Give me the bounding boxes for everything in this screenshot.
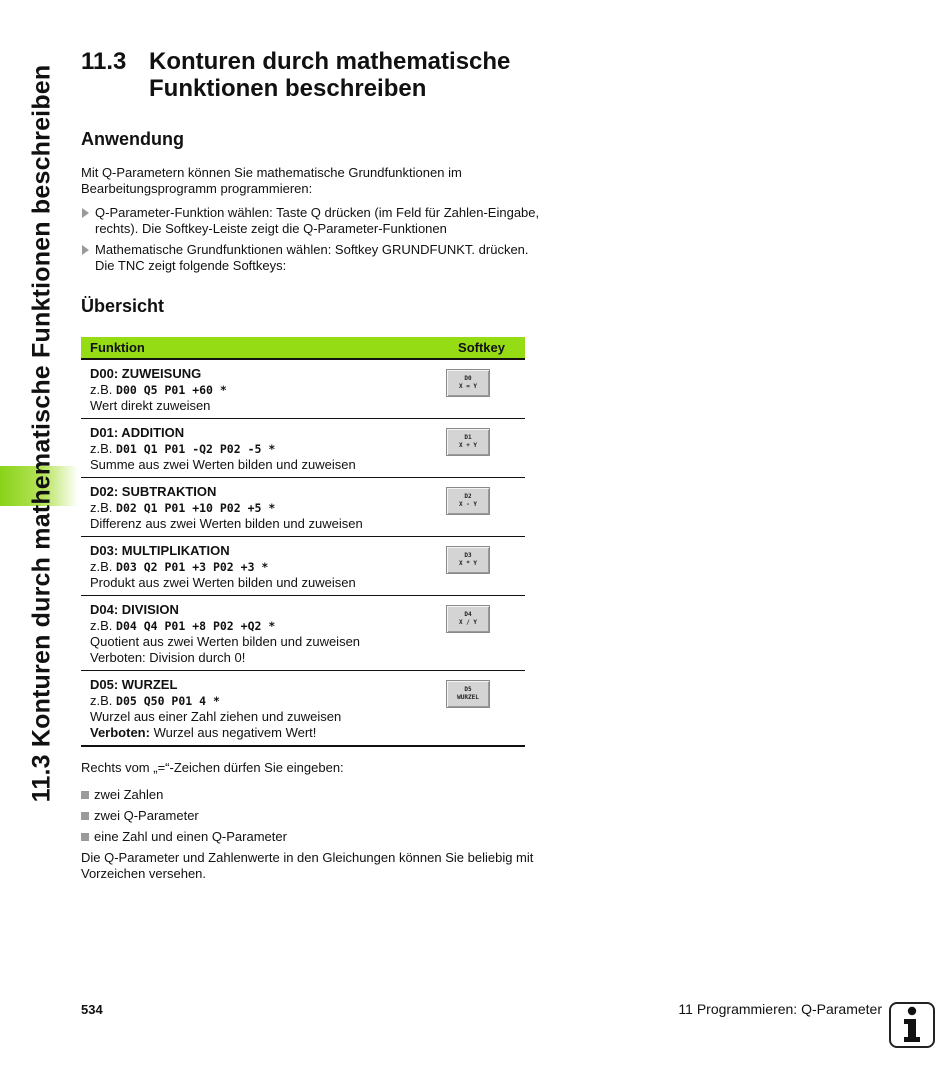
table-row: [81, 419, 525, 478]
restriction-text: Wurzel aus negativem Wert!: [149, 725, 317, 740]
softkey-bottom-label: WURZEL: [457, 694, 479, 701]
softkey-top-label: D0: [464, 375, 472, 382]
example-code: D00 Q5 P01 +60 *: [116, 383, 227, 397]
softkey-d4-button[interactable]: [446, 605, 490, 633]
function-cell: [81, 596, 427, 671]
square-bullet-icon: [81, 812, 89, 820]
function-cell: [81, 359, 427, 419]
function-table: [81, 337, 525, 747]
function-description: Summe aus zwei Werten bilden und zuweisen: [90, 457, 356, 472]
option-text: zwei Zahlen: [94, 787, 164, 802]
table-row: [81, 478, 525, 537]
table-row: [81, 359, 525, 419]
softkey-cell: [427, 596, 525, 671]
example-code: D01 Q1 P01 -Q2 P02 -5 *: [116, 442, 276, 456]
table-header-row: [81, 337, 525, 359]
triangle-bullet-icon: [82, 245, 89, 255]
example-prefix: z.B.: [90, 500, 113, 515]
function-example: [90, 441, 418, 457]
softkey-d5-button[interactable]: [446, 680, 490, 708]
example-prefix: z.B.: [90, 559, 113, 574]
function-name: D00: ZUWEISUNG: [90, 366, 202, 381]
page-number: 534: [81, 1002, 103, 1017]
side-section-title: [10, 52, 74, 814]
softkey-top-label: D5: [464, 686, 472, 693]
section-number: 11.3: [81, 48, 127, 75]
softkey-top-label: D3: [464, 552, 472, 559]
list-item: [81, 808, 541, 824]
step-item: [81, 205, 541, 237]
function-name: D01: ADDITION: [90, 425, 185, 440]
example-code: D03 Q2 P01 +3 P02 +3 *: [116, 560, 269, 574]
option-text: zwei Q-Parameter: [94, 808, 199, 823]
step-text: Mathematische Grundfunktionen wählen: Softkey GRUNDFUNKT. drücken. Die TNC zeigt folgende Softkeys:: [95, 242, 529, 273]
function-name: D03: MULTIPLIKATION: [90, 543, 230, 558]
softkey-bottom-label: X / Y: [458, 619, 478, 626]
function-description: Quotient aus zwei Werten bilden und zuweisen: [90, 634, 361, 649]
function-restriction: [90, 725, 418, 741]
softkey-bottom-label: X = Y: [458, 383, 478, 390]
col-header-function: Funktion: [81, 337, 427, 359]
col-header-softkey: Softkey: [427, 337, 525, 359]
softkey-bottom-label: X + Y: [458, 442, 478, 449]
example-prefix: z.B.: [90, 441, 113, 456]
square-bullet-icon: [81, 791, 89, 799]
side-title-text: 11.3 Konturen durch mathematische Funktionen beschreiben: [27, 64, 56, 802]
function-cell: [81, 671, 427, 747]
softkey-bottom-label: X - Y: [458, 501, 478, 508]
heading-uebersicht: Übersicht: [81, 296, 165, 316]
example-prefix: z.B.: [90, 618, 113, 633]
function-cell: [81, 419, 427, 478]
softkey-cell: [427, 478, 525, 537]
function-example: [90, 618, 418, 634]
section-title: Konturen durch mathematische Funktionen beschreiben: [149, 48, 511, 102]
softkey-cell: [427, 419, 525, 478]
triangle-bullet-icon: [82, 208, 89, 218]
example-prefix: z.B.: [90, 693, 113, 708]
softkey-d2-button[interactable]: [446, 487, 490, 515]
softkey-top-label: D2: [464, 493, 472, 500]
softkey-d0-button[interactable]: [446, 369, 490, 397]
function-example: [90, 382, 418, 398]
function-description: Produkt aus zwei Werten bilden und zuweisen: [90, 575, 356, 590]
intro-paragraph: Mit Q-Parametern können Sie mathematische Grundfunktionen im Bearbeitungsprogramm programmieren:: [81, 165, 462, 196]
step-text: Q-Parameter-Funktion wählen: Taste Q drücken (im Feld für Zahlen-Eingabe, rechts). Die Softkey-Leiste zeigt die Q-Parameter-Funktionen: [95, 205, 540, 236]
main-content: [81, 48, 541, 882]
table-row: [81, 537, 525, 596]
function-description: Wurzel aus einer Zahl ziehen und zuweisen: [90, 709, 342, 724]
function-cell: [81, 537, 427, 596]
page-title: [81, 48, 541, 102]
example-code: D05 Q50 P01 4 *: [116, 694, 220, 708]
info-icon[interactable]: [889, 1002, 935, 1048]
table-row: [81, 671, 525, 747]
softkey-top-label: D4: [464, 611, 472, 618]
softkey-bottom-label: X * Y: [458, 560, 478, 567]
heading-anwendung: Anwendung: [81, 129, 184, 149]
restriction-label: Verboten:: [90, 725, 150, 740]
list-item: [81, 829, 541, 845]
function-name: D02: SUBTRAKTION: [90, 484, 217, 499]
step-item: [81, 242, 541, 274]
function-name: D04: DIVISION: [90, 602, 179, 617]
softkey-d3-button[interactable]: [446, 546, 490, 574]
example-code: D02 Q1 P01 +10 P02 +5 *: [116, 501, 276, 515]
square-bullet-icon: [81, 833, 89, 841]
option-text: eine Zahl und einen Q-Parameter: [94, 829, 287, 844]
step-list: [81, 205, 541, 274]
table-row: [81, 596, 525, 671]
closing-paragraph: Die Q-Parameter und Zahlenwerte in den Gleichungen können Sie beliebig mit Vorzeichen versehen.: [81, 850, 534, 881]
function-restriction: Verboten: Division durch 0!: [90, 650, 246, 665]
softkey-d1-button[interactable]: [446, 428, 490, 456]
function-cell: [81, 478, 427, 537]
softkey-cell: [427, 671, 525, 747]
softkey-cell: [427, 537, 525, 596]
softkey-cell: [427, 359, 525, 419]
function-description: Wert direkt zuweisen: [90, 398, 211, 413]
chapter-title: 11 Programmieren: Q-Parameter: [678, 1001, 882, 1017]
option-list: [81, 787, 541, 845]
function-example: [90, 559, 418, 575]
softkey-top-label: D1: [464, 434, 472, 441]
function-name: D05: WURZEL: [90, 677, 178, 692]
example-code: D04 Q4 P01 +8 P02 +Q2 *: [116, 619, 276, 633]
example-prefix: z.B.: [90, 382, 113, 397]
function-description: Differenz aus zwei Werten bilden und zuweisen: [90, 516, 363, 531]
function-example: [90, 693, 418, 709]
list-item: [81, 787, 541, 803]
info-i-glyph: [897, 1006, 927, 1044]
rechts-paragraph: Rechts vom „=“-Zeichen dürfen Sie eingeben:: [81, 760, 344, 775]
function-example: [90, 500, 418, 516]
